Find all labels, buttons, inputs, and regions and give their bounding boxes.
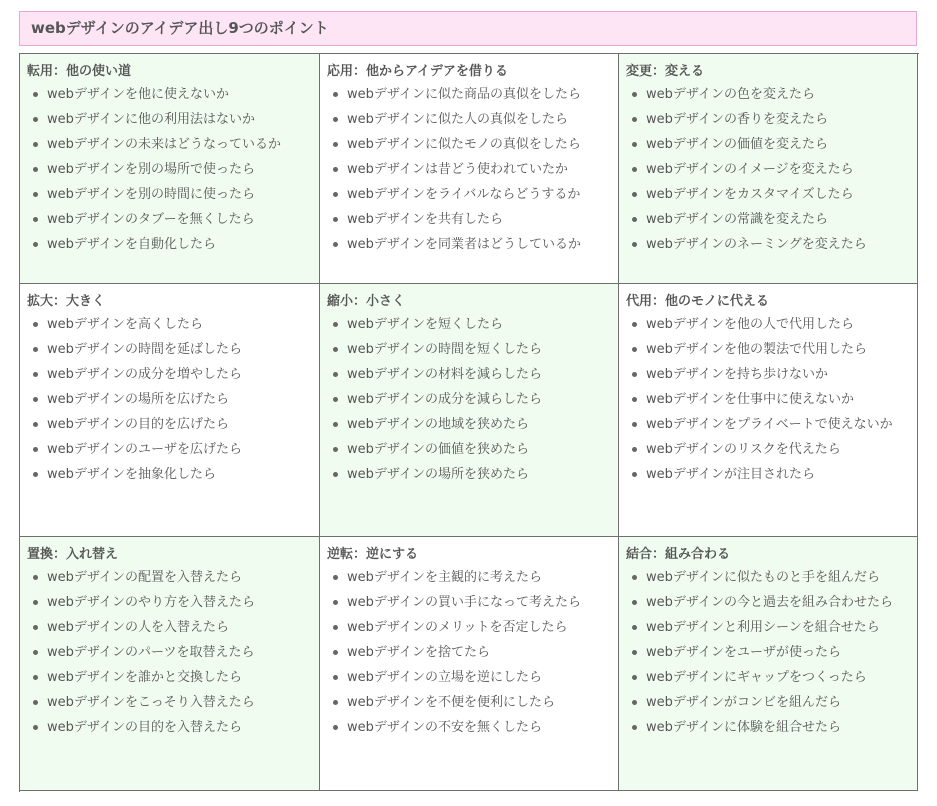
list-item: webデザインが注目されたら: [626, 462, 917, 487]
list-item: webデザインをユーザが使ったら: [626, 640, 917, 665]
cell-daiyou: [619, 284, 918, 537]
list-item: webデザインの成分を減らしたら: [327, 387, 618, 412]
list-item: webデザインの価値を変えたら: [626, 132, 917, 157]
cell-gyakuten: [320, 537, 619, 791]
cell-title: 転用：他の使い道: [27, 64, 132, 79]
list-item: webデザインを他の製法で代用したら: [626, 337, 917, 362]
page-title: webデザインのアイデア出し9つのポイント: [19, 11, 917, 46]
list-item: webデザインをプライベートで使えないか: [626, 412, 917, 437]
list-item: webデザインを高くしたら: [27, 312, 319, 337]
item-list: [27, 312, 319, 487]
list-item: webデザインに似たものと手を組んだら: [626, 565, 917, 590]
cell-title: 拡大：大きく: [27, 294, 106, 309]
idea-grid: [19, 53, 919, 792]
list-item: webデザインを他の人で代用したら: [626, 312, 917, 337]
list-item: webデザインのユーザを広げたら: [27, 437, 319, 462]
cell-title: 逆転：逆にする: [327, 547, 419, 562]
list-item: webデザインの成分を増やしたら: [27, 362, 319, 387]
list-item: webデザインの材料を減らしたら: [327, 362, 618, 387]
cell-kakudai: [20, 284, 320, 537]
list-item: webデザインに他の利用法はないか: [27, 107, 319, 132]
cell-title: 代用：他のモノに代える: [626, 294, 769, 309]
cell-title: 縮小：小さく: [327, 294, 406, 309]
cell-title: 変更：変える: [626, 64, 705, 79]
item-list: [27, 565, 319, 740]
item-list: [626, 565, 917, 740]
item-list: [327, 565, 618, 740]
list-item: webデザインを抽象化したら: [27, 462, 319, 487]
list-item: webデザインの人を入替えたら: [27, 615, 319, 640]
list-item: webデザインを自動化したら: [27, 232, 319, 257]
list-item: webデザインの場所を広げたら: [27, 387, 319, 412]
list-item: webデザインの不安を無くしたら: [327, 715, 618, 740]
item-list: [626, 312, 917, 487]
item-list: [327, 82, 618, 257]
cell-ouyou: [320, 54, 619, 284]
list-item: webデザインを捨てたら: [327, 640, 618, 665]
list-item: webデザインの配置を入替えたら: [27, 565, 319, 590]
list-item: webデザインに似たモノの真似をしたら: [327, 132, 618, 157]
cell-shukushou: [320, 284, 619, 537]
list-item: webデザインの色を変えたら: [626, 82, 917, 107]
list-item: webデザインの場所を狭めたら: [327, 462, 618, 487]
list-item: webデザインの常識を変えたら: [626, 207, 917, 232]
list-item: webデザインの香りを変えたら: [626, 107, 917, 132]
list-item: webデザインに似た商品の真似をしたら: [327, 82, 618, 107]
list-item: webデザインを短くしたら: [327, 312, 618, 337]
list-item: webデザインを別の時間に使ったら: [27, 182, 319, 207]
list-item: webデザインにギャップをつくったら: [626, 665, 917, 690]
list-item: webデザインのリスクを代えたら: [626, 437, 917, 462]
cell-tenyou: [20, 54, 320, 284]
list-item: webデザインをライバルならどうするか: [327, 182, 618, 207]
list-item: webデザインがコンビを組んだら: [626, 690, 917, 715]
item-list: [27, 82, 319, 257]
list-item: webデザインの買い手になって考えたら: [327, 590, 618, 615]
list-item: webデザインを誰かと交換したら: [27, 665, 319, 690]
list-item: webデザインの時間を短くしたら: [327, 337, 618, 362]
list-item: webデザインを同業者はどうしているか: [327, 232, 618, 257]
list-item: webデザインを別の場所で使ったら: [27, 157, 319, 182]
cell-title: 置換：入れ替え: [27, 547, 119, 562]
list-item: webデザインと利用シーンを組合せたら: [626, 615, 917, 640]
list-item: webデザインの立場を逆にしたら: [327, 665, 618, 690]
cell-ketsugou: [619, 537, 918, 791]
list-item: webデザインに体験を組合せたら: [626, 715, 917, 740]
list-item: webデザインを主観的に考えたら: [327, 565, 618, 590]
list-item: webデザインを他に使えないか: [27, 82, 319, 107]
list-item: webデザインを不便を便利にしたら: [327, 690, 618, 715]
list-item: webデザインのメリットを否定したら: [327, 615, 618, 640]
list-item: webデザインのパーツを取替えたら: [27, 640, 319, 665]
list-item: webデザインの地域を狭めたら: [327, 412, 618, 437]
cell-chikan: [20, 537, 320, 791]
cell-title: 結合：組み合わる: [626, 547, 731, 562]
list-item: webデザインのイメージを変えたら: [626, 157, 917, 182]
item-list: [626, 82, 917, 257]
list-item: webデザインの今と過去を組み合わせたら: [626, 590, 917, 615]
list-item: webデザインは昔どう使われていたか: [327, 157, 618, 182]
list-item: webデザインのネーミングを変えたら: [626, 232, 917, 257]
list-item: webデザインのタブーを無くしたら: [27, 207, 319, 232]
list-item: webデザインの目的を入替えたら: [27, 715, 319, 740]
list-item: webデザインの未来はどうなっているか: [27, 132, 319, 157]
list-item: webデザインを共有したら: [327, 207, 618, 232]
cell-henkou: [619, 54, 918, 284]
list-item: webデザインをこっそり入替えたら: [27, 690, 319, 715]
item-list: [327, 312, 618, 487]
list-item: webデザインを仕事中に使えないか: [626, 387, 917, 412]
list-item: webデザインに似た人の真似をしたら: [327, 107, 618, 132]
list-item: webデザインの時間を延ばしたら: [27, 337, 319, 362]
list-item: webデザインをカスタマイズしたら: [626, 182, 917, 207]
list-item: webデザインの価値を狭めたら: [327, 437, 618, 462]
list-item: webデザインの目的を広げたら: [27, 412, 319, 437]
list-item: webデザインを持ち歩けないか: [626, 362, 917, 387]
cell-title: 応用：他からアイデアを借りる: [327, 64, 508, 79]
list-item: webデザインのやり方を入替えたら: [27, 590, 319, 615]
